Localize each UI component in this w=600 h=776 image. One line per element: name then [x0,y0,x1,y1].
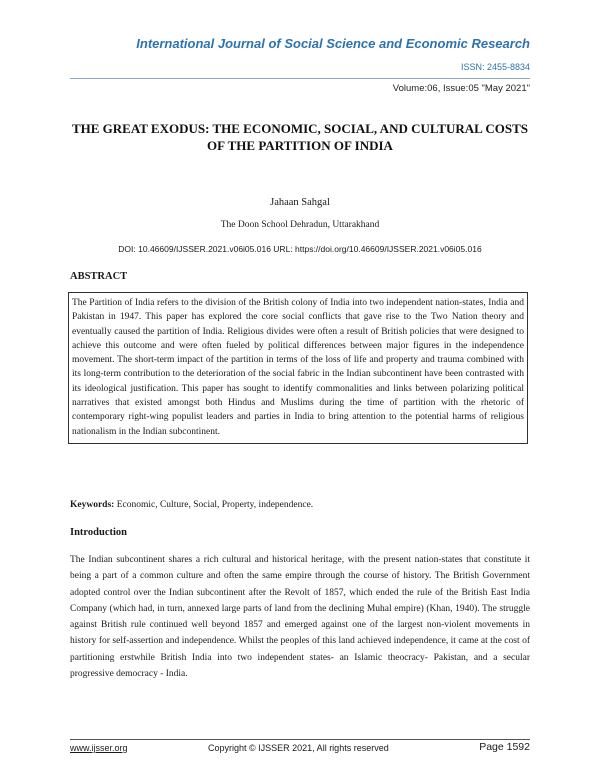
journal-website-link[interactable]: www.ijsser.org [70,743,128,753]
volume-issue: Volume:06, Issue:05 "May 2021" [392,83,530,94]
issn-number: ISSN: 2455-8834 [460,62,530,72]
keywords-label: Keywords: [70,500,115,510]
footer-divider [70,739,530,740]
copyright-notice: Copyright © IJSSER 2021, All rights reserved [208,743,389,753]
author-affiliation: The Doon School Dehradun, Uttarakhand [220,220,380,230]
doi-line: DOI: 10.46609/IJSSER.2021.v06i05.016 URL: https://doi.org/10.46609/IJSSER.2021.v06i05.016 [118,244,482,254]
keywords-text: Economic, Culture, Social, Property, independence. [114,500,314,510]
author-name: Jahaan Sahgal [270,197,330,208]
page-number: Page 1592 [479,741,530,753]
header-divider [70,78,530,79]
keywords-line [70,500,530,510]
introduction-heading: Introduction [70,527,127,538]
introduction-paragraph: The Indian subcontinent shares a rich cultural and historical heritage, with the present nation-states that constitute it being a part of a common culture and often the same empire through the course of history. The British Government adopted control over the Indian subcontinent after the Revolt of 1857, which ended the rule of the British East India Company (which had, in turn, annexed large parts of land from the declining Muhal empire) (Khan, 1940). The struggle against British rule continued well beyond 1857 and emerged against one of the largest non-violent movements in history for self-assertion and independence. Whilst the peoples of this land achieved independence, it came at the cost of partitioning erstwhile British India into two independent states- an Islamic theocracy- Pakistan, and a secular progressive democracy - India. [70,555,530,680]
abstract-text: The Partition of India refers to the division of the British colony of India into two independent nation-states, India and Pakistan in 1947. This paper has explored the core social conflicts that gave rise to the Two Nation theory and eventually caused the partition of India. Religious divides were often a result of British policies that were designed to achieve this outcome and were often fueled by political differences between major figures in the independence movement. The short-term impact of the partition in terms of the loss of life and property and trauma combined with its long-term contribution to the deterioration of the social fabric in the Indian subcontinent have been contrasted with its ideological justification. This paper has sought to identify commonalities and links between polarizing political narratives that existed amongst both Hindus and Muslims during the time of partition with the rhetoric of contemporary right-wing populist leaders and parties in India to bring attention to the potential harms of religious nationalism in the Indian subcontinent. [72,298,524,437]
journal-title: International Journal of Social Science and Economic Research [136,36,530,51]
abstract-box [68,292,528,444]
article-title: THE GREAT EXODUS: THE ECONOMIC, SOCIAL, AND CULTURAL COSTS OF THE PARTITION OF INDIA [71,121,529,153]
abstract-heading: ABSTRACT [70,271,128,282]
